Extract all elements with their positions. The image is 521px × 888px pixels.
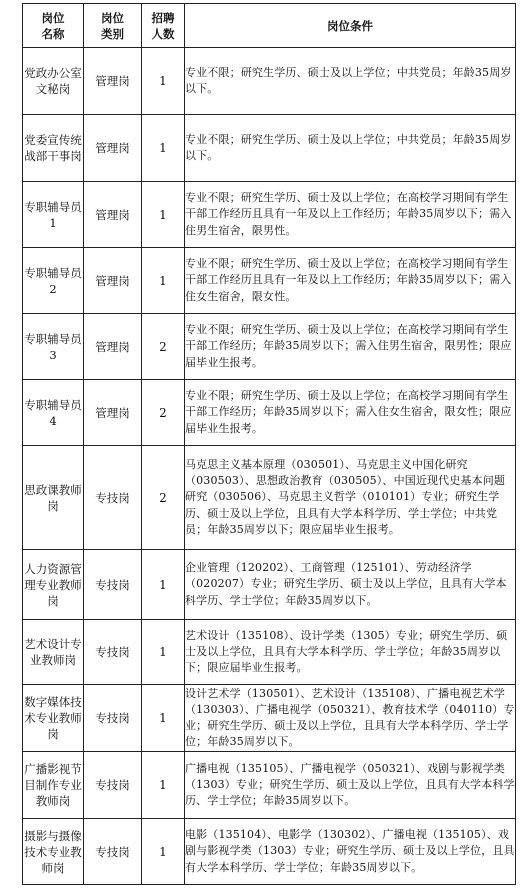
recruitment-table xyxy=(22,3,516,885)
hiring-count: 1 xyxy=(142,48,185,115)
position-category: 专技岗 xyxy=(84,752,142,819)
position-requirements: 设计艺术学（130501）、艺术设计（135108）、广播电视艺术学（130303）、广播电视学（050321）、教育技术学（040110）专业；研究生学历、硕士及以上学位，且具有大学本科学历、学士学位；年龄35周岁以下。 xyxy=(185,685,516,752)
position-category: 管理岗 xyxy=(84,314,142,380)
position-requirements: 艺术设计（135108）、设计学类（1305）专业；研究生学历、硕士及以上学位，且具有大学本科学历、学士学位；年龄35周岁以下；限应届毕业生报考。 xyxy=(185,620,516,685)
table-row xyxy=(23,819,516,885)
position-name: 党委宣传统战部干事岗 xyxy=(23,115,84,182)
position-requirements: 专业不限；研究生学历、硕士及以上学位；中共党员；年龄35周岁以下。 xyxy=(185,48,516,115)
table-row xyxy=(23,115,516,182)
table-row xyxy=(23,446,516,550)
position-requirements: 广播电视（135105）、广播电视学（050321）、戏剧与影视学类（1303）专业；研究生学历、硕士及以上学位，且具有大学本科学历、学士学位；年龄35周岁以下。 xyxy=(185,752,516,819)
position-requirements: 电影（135104）、电影学（130302）、广播电视（135105）、戏剧与影视学类（1303）专业；研究生学历、硕士及以上学位，且具有大学本科学历、学士学位；年龄35周岁以下。 xyxy=(185,819,516,885)
position-category: 管理岗 xyxy=(84,380,142,446)
position-requirements: 专业不限；研究生学历、硕士及以上学位；在高校学习期间有学生干部工作经历且具有一年及以上工作经历；年龄35周岁以下；需入住男生宿舍，限男性。 xyxy=(185,182,516,248)
position-category: 管理岗 xyxy=(84,48,142,115)
position-category: 专技岗 xyxy=(84,550,142,620)
hiring-count: 1 xyxy=(142,752,185,819)
table-row xyxy=(23,48,516,115)
hiring-count: 1 xyxy=(142,182,185,248)
position-name: 专职辅导员2 xyxy=(23,248,84,314)
table-row xyxy=(23,620,516,685)
position-category: 专技岗 xyxy=(84,685,142,752)
position-name: 人力资源管理专业教师岗 xyxy=(23,550,84,620)
position-name: 摄影与摄像技术专业教师岗 xyxy=(23,819,84,885)
position-category: 管理岗 xyxy=(84,182,142,248)
position-requirements: 专业不限；研究生学历、硕士及以上学位；在高校学习期间有学生干部工作经历；年龄35周岁以下；需入住女生宿舍，限女性；限应届毕业生报考。 xyxy=(185,380,516,446)
position-name: 思政课教师岗 xyxy=(23,446,84,550)
hiring-count: 1 xyxy=(142,819,185,885)
position-requirements: 马克思主义基本原理（030501）、马克思主义中国化研究（030503）、思想政治教育（030505）、中国近现代史基本问题研究（030506）、马克思主义哲学（010101）专业；研究生学历、硕士及以上学位，且具有大学本科学历、学士学位；中共党员；年龄35周岁以下；限应届毕业生报考。 xyxy=(185,446,516,550)
header-hiring-count: 招聘人数 xyxy=(142,4,185,48)
header-row xyxy=(23,4,516,48)
position-requirements: 企业管理（120202）、工商管理（125101）、劳动经济学（020207）专业；研究生学历、硕士及以上学位，且具有大学本科学历、学士学位；年龄35周岁以下。 xyxy=(185,550,516,620)
table-row xyxy=(23,752,516,819)
position-name: 专职辅导员3 xyxy=(23,314,84,380)
table-row xyxy=(23,248,516,314)
header-position-category: 岗位类别 xyxy=(84,4,142,48)
position-requirements: 专业不限；研究生学历、硕士及以上学位；中共党员；年龄35周岁以下。 xyxy=(185,115,516,182)
position-category: 专技岗 xyxy=(84,819,142,885)
hiring-count: 1 xyxy=(142,685,185,752)
position-category: 专技岗 xyxy=(84,446,142,550)
header-requirements: 岗位条件 xyxy=(185,4,516,48)
position-name: 专职辅导员4 xyxy=(23,380,84,446)
table-row xyxy=(23,314,516,380)
position-name: 广播影视节目制作专业教师岗 xyxy=(23,752,84,819)
position-name: 艺术设计专业教师岗 xyxy=(23,620,84,685)
hiring-count: 1 xyxy=(142,115,185,182)
position-category: 专技岗 xyxy=(84,620,142,685)
header-position-name: 岗位名称 xyxy=(23,4,84,48)
table-row xyxy=(23,685,516,752)
hiring-count: 2 xyxy=(142,380,185,446)
position-name: 专职辅导员1 xyxy=(23,182,84,248)
position-requirements: 专业不限；研究生学历、硕士及以上学位；在高校学习期间有学生干部工作经历且具有一年及以上工作经历；年龄35周岁以下；需入住女生宿舍，限女性。 xyxy=(185,248,516,314)
hiring-count: 1 xyxy=(142,620,185,685)
hiring-count: 2 xyxy=(142,446,185,550)
hiring-count: 1 xyxy=(142,550,185,620)
position-category: 管理岗 xyxy=(84,115,142,182)
hiring-count: 1 xyxy=(142,248,185,314)
table-row xyxy=(23,182,516,248)
table-row xyxy=(23,380,516,446)
position-category: 管理岗 xyxy=(84,248,142,314)
position-requirements: 专业不限；研究生学历、硕士及以上学位；在高校学习期间有学生干部工作经历；年龄35周岁以下；需入住男生宿舍，限男性；限应届毕业生报考。 xyxy=(185,314,516,380)
position-name: 党政办公室文秘岗 xyxy=(23,48,84,115)
table-row xyxy=(23,550,516,620)
hiring-count: 2 xyxy=(142,314,185,380)
position-name: 数字媒体技术专业教师岗 xyxy=(23,685,84,752)
